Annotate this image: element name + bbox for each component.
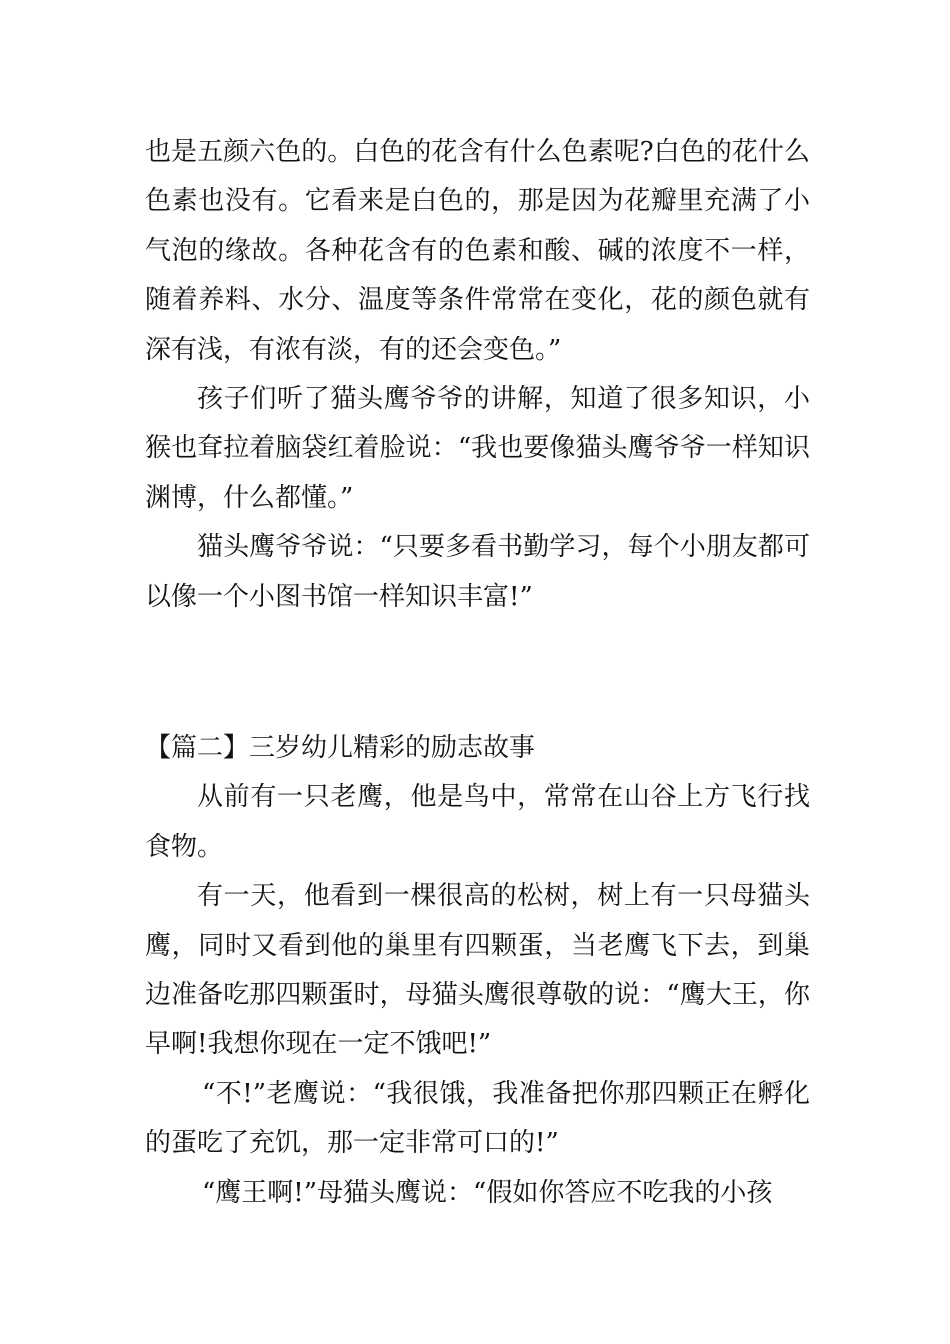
story-two [145, 724, 810, 1218]
paragraph-eagle-finds-nest: 有一天，他看到一棵很高的松树，树上有一只母猫头鹰，同时又看到他的巢里有四颗蛋，当老鹰飞下去，到巢边准备吃那四颗蛋时，母猫头鹰很尊敬的说：“鹰大王，你早啊!我想你现在一定不饿吧!” [145, 881, 810, 1060]
paragraph-eagle-intro: 从前有一只老鹰，他是鸟中，常常在山谷上方飞行找食物。 [145, 782, 810, 862]
paragraph-owl-plea: “鹰王啊!”母猫头鹰说：“假如你答应不吃我的小孩 [202, 1177, 773, 1208]
paragraph-owl-advice: 猫头鹰爷爷说：“只要多看书勤学习，每个小朋友都可以像一个小图书馆一样知识丰富!” [145, 532, 810, 612]
story-continuation [145, 128, 810, 622]
paragraph-children-listen: 孩子们听了猫头鹰爷爷的讲解，知道了很多知识，小猴也耷拉着脑袋红着脸说：“我也要像猫头鹰爷爷一样知识渊博，什么都懂。” [145, 384, 810, 513]
paragraph-eagle-reply: “不!”老鹰说：“我很饿，我准备把你那四颗正在孵化的蛋吃了充饥，那一定非常可口的!” [145, 1078, 810, 1159]
paragraph-flower-colors: 也是五颜六色的。白色的花含有什么色素呢?白色的花什么色素也没有。它看来是白色的，那是因为花瓣里充满了小气泡的缘故。各种花含有的色素和酸、碱的浓度不一样，随着养料、水分、温度等条件常常在变化，花的颜色就有深有浅，有浓有淡，有的还会变色。” [145, 137, 810, 365]
section-title: 【篇二】三岁幼儿精彩的励志故事 [145, 733, 536, 763]
